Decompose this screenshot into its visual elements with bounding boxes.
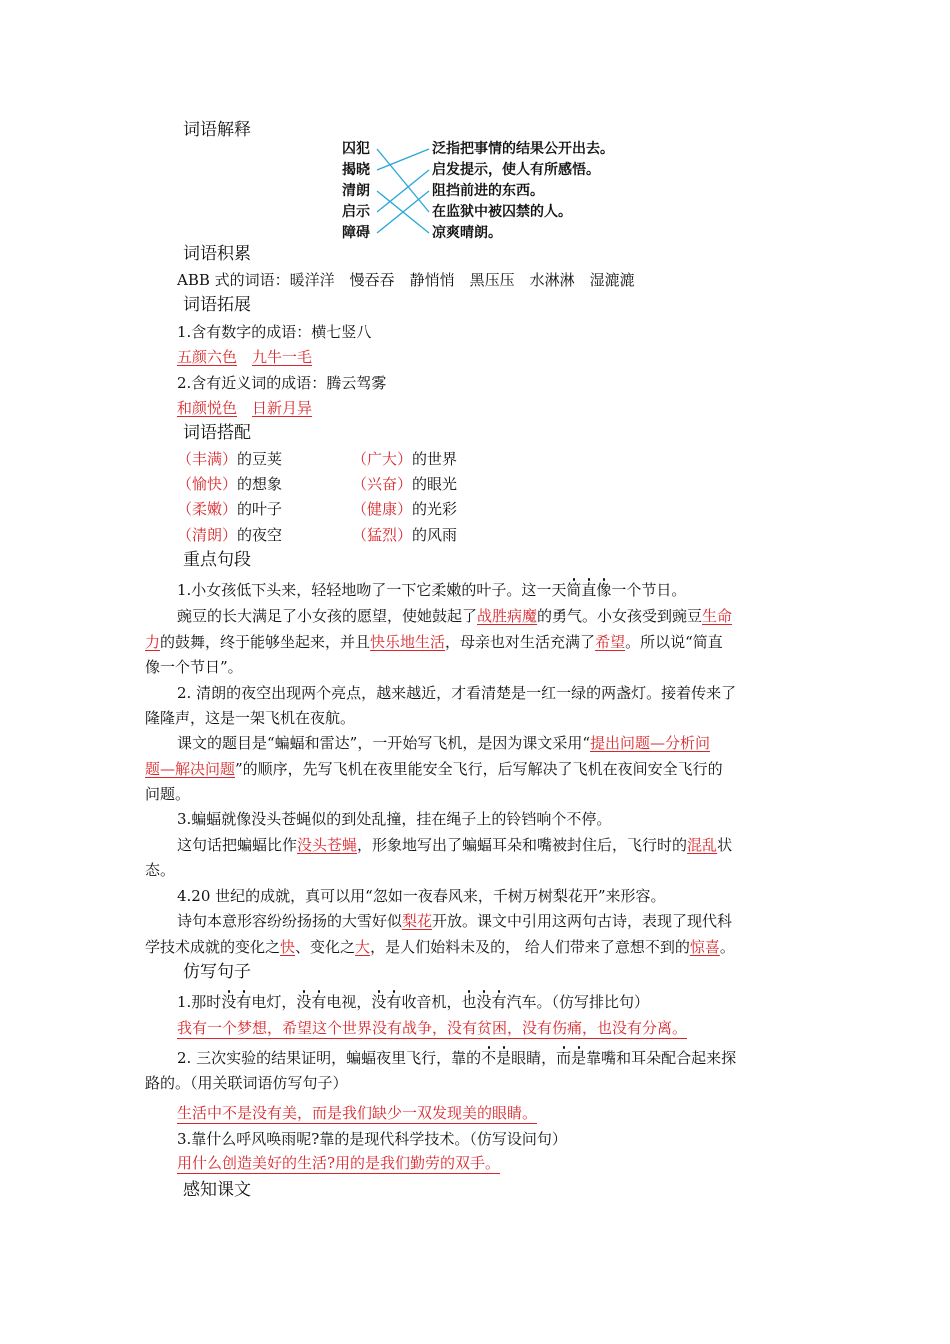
imitate-answer-2: 生活中不是没有美，而是我们缺少一双发现美的眼睛。	[177, 1104, 538, 1122]
collocation-row: （丰满）的豆荚	[177, 450, 283, 468]
emphasis-char: 是	[496, 1049, 512, 1067]
collocation-answer: 柔嫩	[192, 500, 223, 518]
collocation-answer: 健康	[367, 500, 398, 518]
abb-words: ABB 式的词语：暖洋洋 慢吞吞 静悄悄 黑压压 水淋淋 湿漉漉	[177, 271, 635, 289]
matching-definition: 凉爽晴朗。	[432, 225, 502, 241]
imitate-question-3: 3.靠什么呼风唤雨呢?靠的是现代科学技术。（仿写设问句）	[177, 1130, 567, 1148]
emphasis-char: 没	[371, 993, 387, 1011]
collocation-row: （猛烈）的风雨	[352, 526, 458, 544]
collocation-answer: 清朗	[192, 526, 223, 544]
collocation-answer: 广大	[367, 450, 398, 468]
emphasis-char: 没	[296, 993, 312, 1011]
key-sentence-1: 1.小女孩低下头来，轻轻地吻了一下它柔嫩的叶子。这一天简直像一个节日。	[177, 581, 687, 599]
key-sentence-3: 3.蝙蝠就像没头苍蝇似的到处乱撞，挂在绳子上的铃铛响个不停。	[177, 810, 612, 828]
emphasis-dotted-text	[556, 1049, 586, 1067]
collocation-row: （愉快）的想象	[177, 475, 283, 493]
key-analysis-4-line-2: 学技术成就的变化之快、变化之大，是人们始料未及的， 给人们带来了意想不到的惊喜。	[145, 938, 735, 956]
collocation-row: （柔嫩）的叶子	[177, 500, 283, 518]
collocation-row: （健康）的光彩	[352, 500, 458, 518]
expand-question-2: 2.含有近义词的成语：腾云驾雾	[177, 374, 387, 392]
expand-question-1: 1.含有数字的成语：横七竖八	[177, 323, 372, 341]
section-heading-collocate: 词语搭配	[183, 423, 251, 443]
key-analysis-1-line-2: 力的鼓舞，终于能够坐起来，并且快乐地生活，母亲也对生活充满了希望。所以说“简直	[145, 633, 723, 651]
matching-term: 清朗	[342, 183, 370, 199]
matching-right-column	[432, 139, 614, 244]
key-analysis-2-line-2: 题—解决问题”的顺序，先写飞机在夜里能安全飞行，后写解决了飞机在夜间安全飞行的	[145, 760, 723, 778]
emphasis-char: 也	[461, 993, 477, 1011]
imitate-question-2-line-1: 2. 三次实验的结果证明，蝙蝠夜里飞行，靠的不是眼睛，而是靠嘴和耳朵配合起来探	[177, 1049, 737, 1067]
key-sentence-2-line-2: 隆隆声，这是一架飞机在夜航。	[145, 709, 356, 727]
collocation-answer: 猛烈	[367, 526, 398, 544]
collocation-row: （兴奋）的眼光	[352, 475, 458, 493]
imitate-answer-1: 我有一个梦想，希望这个世界没有战争，没有贫困，没有伤痛，也没有分离。	[177, 1019, 688, 1037]
collocation-answer: 丰满	[192, 450, 223, 468]
match-line	[377, 149, 429, 212]
emphasis-char: 有	[311, 993, 327, 1011]
emphasis-char: 直	[581, 581, 597, 599]
emphasis-char: 是	[571, 1049, 587, 1067]
emphasis-dotted-text	[566, 581, 611, 599]
emphasis-dotted-text	[221, 993, 251, 1011]
key-sentence-4: 4.20 世纪的成就，真可以用“忽如一夜春风来，千树万树梨花开”来形容。	[177, 887, 666, 905]
matching-definition: 启发提示，使人有所感悟。	[432, 162, 600, 178]
key-analysis-4-line-1: 诗句本意形容纷纷扬扬的大雪好似梨花开放。课文中引用这两句古诗，表现了现代科	[177, 912, 733, 930]
matching-lines	[375, 139, 433, 245]
emphasis-dotted-text	[481, 1049, 511, 1067]
matching-term: 揭晓	[342, 162, 370, 178]
section-heading-expand: 词语拓展	[183, 295, 251, 315]
key-analysis-1-line-3: 像一个节日”。	[145, 658, 243, 676]
match-line	[377, 170, 429, 212]
key-analysis-1-line-1: 豌豆的长大满足了小女孩的愿望，使她鼓起了战胜病魔的勇气。小女孩受到豌豆生命	[177, 607, 733, 625]
key-analysis-2-line-3: 问题。	[145, 785, 191, 803]
key-analysis-3-line-1: 这句话把蝙蝠比作没头苍蝇，形象地写出了蝙蝠耳朵和嘴被封住后，飞行时的混乱状	[177, 836, 733, 854]
collocation-answer: 愉快	[192, 475, 223, 493]
emphasis-char: 像	[596, 581, 612, 599]
emphasis-char: 没	[476, 993, 492, 1011]
emphasis-char: 有	[386, 993, 402, 1011]
matching-left-column	[342, 139, 370, 244]
section-heading-accumulate: 词语积累	[183, 244, 251, 264]
section-heading-key: 重点句段	[183, 550, 251, 570]
answer-text: 五颜六色	[177, 348, 238, 366]
emphasis-char: 有	[491, 993, 507, 1011]
answer-text: 和颜悦色	[177, 399, 238, 417]
section-heading-explain: 词语解释	[183, 120, 251, 140]
emphasis-dotted-text	[371, 993, 401, 1011]
emphasis-char: 而	[556, 1049, 572, 1067]
emphasis-char: 有	[236, 993, 252, 1011]
section-heading-perceive: 感知课文	[183, 1180, 251, 1200]
matching-definition: 泛指把事情的结果公开出去。	[432, 141, 614, 157]
expand-answer-1	[177, 345, 842, 370]
key-analysis-2-line-1: 课文的题目是“蝙蝠和雷达”，一开始写飞机，是因为课文采用“提出问题—分析问	[177, 734, 711, 752]
matching-term: 囚犯	[342, 141, 370, 157]
matching-definition: 阻挡前进的东西。	[432, 183, 544, 199]
matching-term: 障碍	[342, 225, 370, 241]
imitate-question-1: 1.那时没有电灯，没有电视，没有收音机，也没有汽车。（仿写排比句）	[177, 993, 650, 1011]
emphasis-dotted-text	[296, 993, 326, 1011]
match-line	[377, 149, 429, 170]
emphasis-char: 没	[221, 993, 237, 1011]
collocation-answer: 兴奋	[367, 475, 398, 493]
emphasis-dotted-text	[461, 993, 506, 1011]
key-sentence-2-line-1: 2. 清朗的夜空出现两个亮点，越来越近，才看清楚是一红一绿的两盏灯。接着传来了	[177, 684, 737, 702]
collocation-row: （清朗）的夜空	[177, 526, 283, 544]
collocation-row: （广大）的世界	[352, 450, 458, 468]
imitate-question-2-line-2: 路的。（用关联词语仿写句子）	[145, 1074, 348, 1092]
matching-definition: 在监狱中被囚禁的人。	[432, 204, 572, 220]
section-heading-imitate: 仿写句子	[183, 962, 251, 982]
emphasis-char: 不	[481, 1049, 497, 1067]
answer-text: 日新月异	[252, 399, 313, 417]
answer-text: 九牛一毛	[252, 348, 313, 366]
emphasis-char: 简	[566, 581, 582, 599]
expand-answer-2	[177, 396, 842, 421]
key-analysis-3-line-2: 态。	[145, 861, 176, 879]
matching-term: 启示	[342, 204, 370, 220]
imitate-answer-3: 用什么创造美好的生活?用的是我们勤劳的双手。	[177, 1154, 501, 1172]
